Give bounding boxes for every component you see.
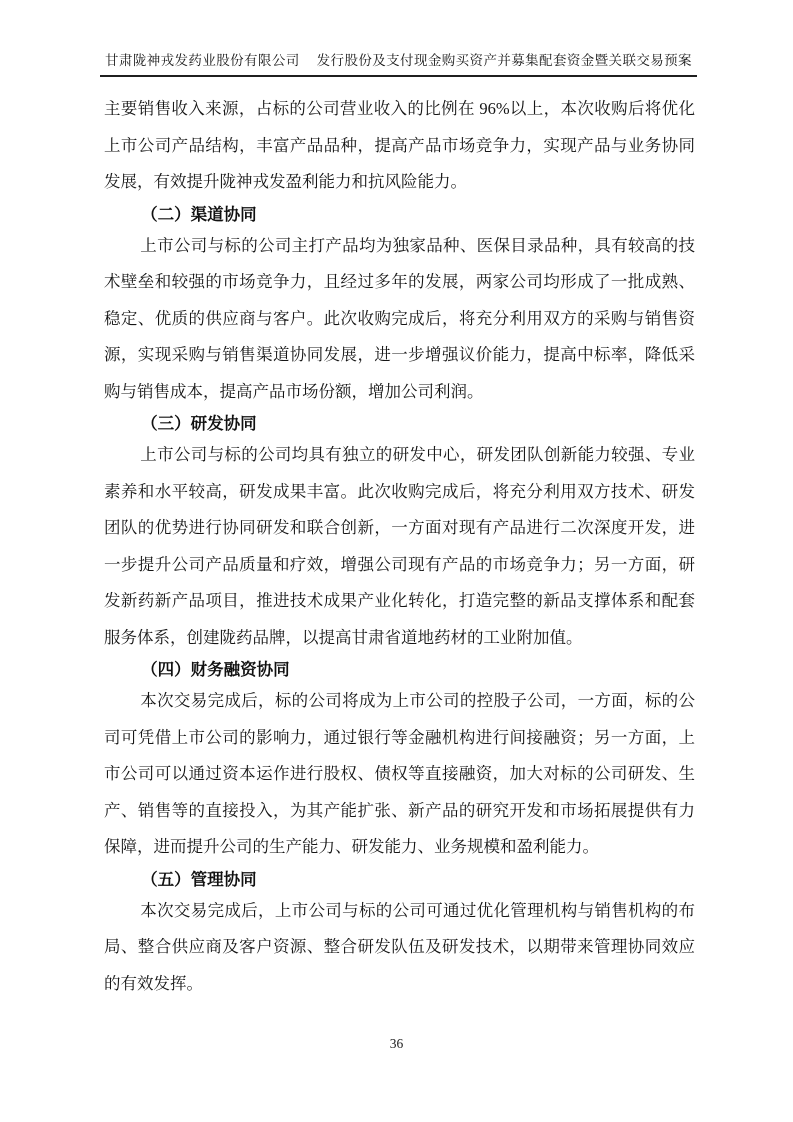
paragraph-sales-revenue-continued: 主要销售收入来源，占标的公司营业收入的比例在 96%以上，本次收购后将优化上市公司产品结构，丰富产品品种，提高产品市场竞争力，实现产品与业务协同发展，有效提升陇神戎发盈利能力和抗风险能力。 — [104, 99, 695, 191]
paragraph-channel-synergy: 上市公司与标的公司主打产品均为独家品种、医保目录品种，具有较高的技术壁垒和较强的市场竞争力，且经过多年的发展，两家公司均形成了一批成熟、稳定、优质的供应商与客户。此次收购完成后，将充分利用双方的采购与销售资源，实现采购与销售渠道协同发展，进一步增强议价能力，提高中标率，降低采购与销售成本，提高产品市场份额，增加公司利润。 — [104, 235, 695, 401]
page-number: 36 — [389, 1036, 404, 1051]
header-company-name: 甘肃陇神戎发药业股份有限公司 — [105, 53, 300, 68]
header-rule — [100, 52, 697, 77]
header-doc-title: 发行股份及支付现金购买资产并募集配套资金暨关联交易预案 — [316, 53, 692, 68]
paragraph-management-synergy: 本次交易完成后，上市公司与标的公司可通过优化管理机构与销售机构的布局、整合供应商及客户资源、整合研发队伍及研发技术，以期带来管理协同效应的有效发挥。 — [104, 900, 695, 993]
page-header — [100, 0, 697, 77]
paragraph-finance-synergy: 本次交易完成后，标的公司将成为上市公司的控股子公司，一方面，标的公司可凭借上市公司的影响力，通过银行等金融机构进行间接融资；另一方面，上市公司可以通过资本运作进行股权、债权等直接融资，加大对标的公司研发、生产、销售等的直接投入，为其产能扩张、新产品的研究开发和市场拓展提供有力保障，进而提升公司的生产能力、研发能力、业务规模和盈利能力。 — [104, 691, 695, 856]
page-footer — [0, 1036, 793, 1052]
section-heading-rnd-synergy: （三）研发协同 — [141, 414, 257, 433]
paragraph-rnd-synergy: 上市公司与标的公司均具有独立的研发中心，研发团队创新能力较强、专业素养和水平较高，研发成果丰富。此次收购完成后，将充分利用双方技术、研发团队的优势进行协同研发和联合创新，一方面对现有产品进行二次深度开发，进一步提升公司产品质量和疗效，增强公司现有产品的市场竞争力；另一方面，研发新药新产品项目，推进技术成果产业化转化，打造完整的新品支撑体系和配套服务体系，创建陇药品牌，以提高甘肃省道地药材的工业附加值。 — [104, 445, 695, 647]
section-heading-management-synergy: （五）管理协同 — [141, 869, 257, 889]
section-heading-finance-synergy: （四）财务融资协同 — [141, 660, 290, 679]
document-body — [104, 91, 695, 1002]
section-heading-channel-synergy: （二）渠道协同 — [141, 204, 257, 224]
